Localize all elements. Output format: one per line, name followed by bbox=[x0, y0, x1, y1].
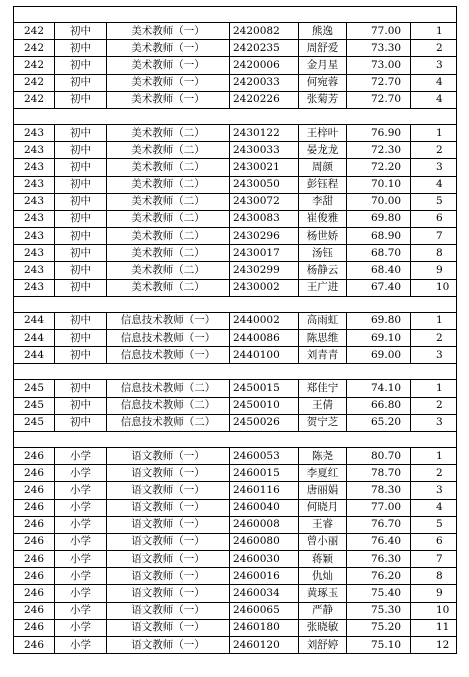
candidate-name-cell: 仇灿 bbox=[299, 568, 347, 585]
position-code-cell: 246 bbox=[14, 533, 55, 550]
table-row bbox=[14, 312, 457, 329]
position-code-cell: 246 bbox=[14, 465, 55, 482]
school-level-cell: 初中 bbox=[55, 414, 107, 431]
exam-number-cell: 2420006 bbox=[230, 57, 299, 74]
position-code-cell: 246 bbox=[14, 619, 55, 636]
school-level-cell: 小学 bbox=[55, 533, 107, 550]
score-cell: 76.90 bbox=[347, 124, 411, 141]
table-row bbox=[14, 74, 457, 91]
exam-number-cell: 2460120 bbox=[230, 637, 299, 654]
table-row bbox=[14, 193, 457, 210]
candidate-name-cell: 刘舒婷 bbox=[299, 637, 347, 654]
exam-number-cell: 2430122 bbox=[230, 124, 299, 141]
score-cell: 73.00 bbox=[347, 57, 411, 74]
score-cell: 66.80 bbox=[347, 397, 411, 414]
score-cell: 75.10 bbox=[347, 637, 411, 654]
candidate-name-cell: 杨世娇 bbox=[299, 228, 347, 245]
score-cell: 75.40 bbox=[347, 585, 411, 602]
position-code-cell: 246 bbox=[14, 602, 55, 619]
candidate-name-cell: 严静 bbox=[299, 602, 347, 619]
exam-number-cell: 2450010 bbox=[230, 397, 299, 414]
job-title-cell: 信息技术教师（二） bbox=[107, 397, 230, 414]
group-separator-cell bbox=[14, 431, 457, 447]
table-row bbox=[14, 262, 457, 279]
rank-cell: 2 bbox=[411, 397, 457, 414]
exam-number-cell: 2460030 bbox=[230, 551, 299, 568]
candidate-name-cell: 何晓月 bbox=[299, 499, 347, 516]
position-code-cell: 242 bbox=[14, 57, 55, 74]
candidate-name-cell: 陈思维 bbox=[299, 330, 347, 347]
score-cell: 78.30 bbox=[347, 482, 411, 499]
table-row bbox=[14, 210, 457, 227]
exam-number-cell: 2430050 bbox=[230, 176, 299, 193]
exam-number-cell: 2430033 bbox=[230, 142, 299, 159]
job-title-cell: 语文教师（一） bbox=[107, 551, 230, 568]
rank-cell: 10 bbox=[411, 602, 457, 619]
job-title-cell: 语文教师（一） bbox=[107, 465, 230, 482]
candidate-name-cell: 彭钰程 bbox=[299, 176, 347, 193]
group-separator-cell bbox=[14, 364, 457, 380]
table-row bbox=[14, 23, 457, 40]
group-separator-row bbox=[14, 364, 457, 380]
job-title-cell: 美术教师（二） bbox=[107, 228, 230, 245]
table-row bbox=[14, 91, 457, 108]
score-cell: 70.00 bbox=[347, 193, 411, 210]
table-row bbox=[14, 142, 457, 159]
position-code-cell: 243 bbox=[14, 142, 55, 159]
job-title-cell: 美术教师（二） bbox=[107, 210, 230, 227]
table-row bbox=[14, 447, 457, 464]
exam-number-cell: 2460180 bbox=[230, 619, 299, 636]
group-separator-cell bbox=[14, 7, 457, 23]
candidate-name-cell: 曾小丽 bbox=[299, 533, 347, 550]
score-cell: 65.20 bbox=[347, 414, 411, 431]
position-code-cell: 243 bbox=[14, 262, 55, 279]
rank-cell: 2 bbox=[411, 465, 457, 482]
job-title-cell: 美术教师（一） bbox=[107, 91, 230, 108]
score-cell: 68.90 bbox=[347, 228, 411, 245]
school-level-cell: 初中 bbox=[55, 124, 107, 141]
position-code-cell: 243 bbox=[14, 228, 55, 245]
rank-cell: 1 bbox=[411, 447, 457, 464]
position-code-cell: 243 bbox=[14, 159, 55, 176]
exam-number-cell: 2420235 bbox=[230, 40, 299, 57]
exam-number-cell: 2460053 bbox=[230, 447, 299, 464]
candidate-name-cell: 金月星 bbox=[299, 57, 347, 74]
school-level-cell: 小学 bbox=[55, 447, 107, 464]
table-row bbox=[14, 40, 457, 57]
exam-number-cell: 2430021 bbox=[230, 159, 299, 176]
table-row bbox=[14, 176, 457, 193]
candidate-name-cell: 陈尧 bbox=[299, 447, 347, 464]
group-separator-row bbox=[14, 108, 457, 124]
position-code-cell: 243 bbox=[14, 193, 55, 210]
job-title-cell: 信息技术教师（一） bbox=[107, 312, 230, 329]
candidate-name-cell: 唐丽娟 bbox=[299, 482, 347, 499]
position-code-cell: 243 bbox=[14, 210, 55, 227]
position-code-cell: 244 bbox=[14, 330, 55, 347]
rank-cell: 5 bbox=[411, 193, 457, 210]
score-cell: 77.00 bbox=[347, 499, 411, 516]
exam-number-cell: 2460016 bbox=[230, 568, 299, 585]
rank-cell: 11 bbox=[411, 619, 457, 636]
candidate-name-cell: 王梓叶 bbox=[299, 124, 347, 141]
table-row bbox=[14, 637, 457, 654]
school-level-cell: 小学 bbox=[55, 551, 107, 568]
score-cell: 75.20 bbox=[347, 619, 411, 636]
rank-cell: 2 bbox=[411, 142, 457, 159]
candidate-name-cell: 熊逸 bbox=[299, 23, 347, 40]
position-code-cell: 244 bbox=[14, 312, 55, 329]
exam-number-cell: 2460034 bbox=[230, 585, 299, 602]
position-code-cell: 245 bbox=[14, 397, 55, 414]
school-level-cell: 初中 bbox=[55, 74, 107, 91]
score-cell: 72.20 bbox=[347, 159, 411, 176]
exam-number-cell: 2440002 bbox=[230, 312, 299, 329]
rank-cell: 4 bbox=[411, 91, 457, 108]
job-title-cell: 美术教师（二） bbox=[107, 193, 230, 210]
position-code-cell: 246 bbox=[14, 447, 55, 464]
rank-cell: 4 bbox=[411, 176, 457, 193]
job-title-cell: 语文教师（一） bbox=[107, 499, 230, 516]
rank-cell: 3 bbox=[411, 347, 457, 364]
table-row bbox=[14, 516, 457, 533]
rank-cell: 7 bbox=[411, 551, 457, 568]
exam-number-cell: 2430299 bbox=[230, 262, 299, 279]
school-level-cell: 初中 bbox=[55, 262, 107, 279]
candidate-name-cell: 李甜 bbox=[299, 193, 347, 210]
candidate-name-cell: 王倩 bbox=[299, 397, 347, 414]
candidate-name-cell: 王睿 bbox=[299, 516, 347, 533]
school-level-cell: 小学 bbox=[55, 585, 107, 602]
exam-number-cell: 2430072 bbox=[230, 193, 299, 210]
job-title-cell: 美术教师（二） bbox=[107, 245, 230, 262]
school-level-cell: 初中 bbox=[55, 40, 107, 57]
rank-cell: 12 bbox=[411, 637, 457, 654]
position-code-cell: 245 bbox=[14, 380, 55, 397]
score-cell: 72.30 bbox=[347, 142, 411, 159]
rank-cell: 3 bbox=[411, 414, 457, 431]
candidate-name-cell: 周颜 bbox=[299, 159, 347, 176]
rank-cell: 2 bbox=[411, 40, 457, 57]
position-code-cell: 246 bbox=[14, 585, 55, 602]
school-level-cell: 初中 bbox=[55, 23, 107, 40]
rank-cell: 4 bbox=[411, 74, 457, 91]
table-row bbox=[14, 397, 457, 414]
school-level-cell: 初中 bbox=[55, 330, 107, 347]
score-cell: 76.20 bbox=[347, 568, 411, 585]
candidate-name-cell: 贺宁芝 bbox=[299, 414, 347, 431]
candidate-name-cell: 汤钰 bbox=[299, 245, 347, 262]
table-row bbox=[14, 551, 457, 568]
rank-cell: 8 bbox=[411, 568, 457, 585]
candidate-name-cell: 何宛蓉 bbox=[299, 74, 347, 91]
exam-number-cell: 2460065 bbox=[230, 602, 299, 619]
candidate-name-cell: 张晓敏 bbox=[299, 619, 347, 636]
job-title-cell: 美术教师（一） bbox=[107, 74, 230, 91]
table-row bbox=[14, 347, 457, 364]
school-level-cell: 初中 bbox=[55, 279, 107, 296]
position-code-cell: 243 bbox=[14, 176, 55, 193]
job-title-cell: 信息技术教师（一） bbox=[107, 347, 230, 364]
score-cell: 70.10 bbox=[347, 176, 411, 193]
job-title-cell: 美术教师（二） bbox=[107, 279, 230, 296]
candidate-name-cell: 周舒爱 bbox=[299, 40, 347, 57]
score-cell: 77.00 bbox=[347, 23, 411, 40]
job-title-cell: 语文教师（一） bbox=[107, 447, 230, 464]
exam-number-cell: 2430083 bbox=[230, 210, 299, 227]
exam-number-cell: 2460116 bbox=[230, 482, 299, 499]
job-title-cell: 语文教师（一） bbox=[107, 602, 230, 619]
rank-cell: 7 bbox=[411, 228, 457, 245]
position-code-cell: 246 bbox=[14, 568, 55, 585]
candidate-name-cell: 李夏红 bbox=[299, 465, 347, 482]
table-row bbox=[14, 414, 457, 431]
position-code-cell: 243 bbox=[14, 279, 55, 296]
exam-number-cell: 2420226 bbox=[230, 91, 299, 108]
job-title-cell: 美术教师（一） bbox=[107, 23, 230, 40]
job-title-cell: 美术教师（二） bbox=[107, 262, 230, 279]
school-level-cell: 小学 bbox=[55, 482, 107, 499]
school-level-cell: 初中 bbox=[55, 159, 107, 176]
score-cell: 75.30 bbox=[347, 602, 411, 619]
position-code-cell: 246 bbox=[14, 516, 55, 533]
group-separator-row bbox=[14, 7, 457, 23]
position-code-cell: 244 bbox=[14, 347, 55, 364]
results-table bbox=[13, 6, 457, 654]
job-title-cell: 信息技术教师（一） bbox=[107, 330, 230, 347]
position-code-cell: 243 bbox=[14, 245, 55, 262]
score-cell: 72.70 bbox=[347, 74, 411, 91]
table-row bbox=[14, 124, 457, 141]
candidate-name-cell: 杨静云 bbox=[299, 262, 347, 279]
table-row bbox=[14, 228, 457, 245]
job-title-cell: 美术教师（一） bbox=[107, 40, 230, 57]
school-level-cell: 初中 bbox=[55, 347, 107, 364]
school-level-cell: 初中 bbox=[55, 380, 107, 397]
exam-number-cell: 2460040 bbox=[230, 499, 299, 516]
table-row bbox=[14, 568, 457, 585]
rank-cell: 6 bbox=[411, 533, 457, 550]
score-cell: 69.80 bbox=[347, 312, 411, 329]
exam-number-cell: 2430296 bbox=[230, 228, 299, 245]
exam-number-cell: 2460015 bbox=[230, 465, 299, 482]
rank-cell: 1 bbox=[411, 312, 457, 329]
school-level-cell: 初中 bbox=[55, 57, 107, 74]
rank-cell: 9 bbox=[411, 262, 457, 279]
table-row bbox=[14, 245, 457, 262]
job-title-cell: 语文教师（一） bbox=[107, 516, 230, 533]
score-cell: 69.00 bbox=[347, 347, 411, 364]
rank-cell: 6 bbox=[411, 210, 457, 227]
score-cell: 67.40 bbox=[347, 279, 411, 296]
score-cell: 76.70 bbox=[347, 516, 411, 533]
position-code-cell: 242 bbox=[14, 23, 55, 40]
job-title-cell: 语文教师（一） bbox=[107, 482, 230, 499]
score-cell: 73.30 bbox=[347, 40, 411, 57]
school-level-cell: 初中 bbox=[55, 91, 107, 108]
score-cell: 80.70 bbox=[347, 447, 411, 464]
rank-cell: 8 bbox=[411, 245, 457, 262]
job-title-cell: 语文教师（一） bbox=[107, 568, 230, 585]
score-cell: 74.10 bbox=[347, 380, 411, 397]
exam-number-cell: 2440086 bbox=[230, 330, 299, 347]
exam-number-cell: 2420033 bbox=[230, 74, 299, 91]
candidate-name-cell: 晏龙龙 bbox=[299, 142, 347, 159]
table-row bbox=[14, 585, 457, 602]
table-row bbox=[14, 602, 457, 619]
results-sheet bbox=[13, 6, 456, 654]
rank-cell: 4 bbox=[411, 499, 457, 516]
candidate-name-cell: 王广进 bbox=[299, 279, 347, 296]
rank-cell: 9 bbox=[411, 585, 457, 602]
table-row bbox=[14, 482, 457, 499]
school-level-cell: 初中 bbox=[55, 228, 107, 245]
table-row bbox=[14, 619, 457, 636]
rank-cell: 1 bbox=[411, 23, 457, 40]
candidate-name-cell: 崔俊雅 bbox=[299, 210, 347, 227]
score-cell: 78.70 bbox=[347, 465, 411, 482]
job-title-cell: 美术教师（二） bbox=[107, 124, 230, 141]
school-level-cell: 初中 bbox=[55, 142, 107, 159]
exam-number-cell: 2420082 bbox=[230, 23, 299, 40]
job-title-cell: 语文教师（一） bbox=[107, 533, 230, 550]
table-row bbox=[14, 279, 457, 296]
exam-number-cell: 2430017 bbox=[230, 245, 299, 262]
rank-cell: 5 bbox=[411, 516, 457, 533]
job-title-cell: 美术教师（二） bbox=[107, 159, 230, 176]
rank-cell: 1 bbox=[411, 380, 457, 397]
school-level-cell: 小学 bbox=[55, 516, 107, 533]
score-cell: 69.10 bbox=[347, 330, 411, 347]
rank-cell: 1 bbox=[411, 124, 457, 141]
exam-number-cell: 2450026 bbox=[230, 414, 299, 431]
school-level-cell: 初中 bbox=[55, 397, 107, 414]
table-row bbox=[14, 380, 457, 397]
candidate-name-cell: 黄琢玉 bbox=[299, 585, 347, 602]
group-separator-row bbox=[14, 431, 457, 447]
score-cell: 68.40 bbox=[347, 262, 411, 279]
school-level-cell: 小学 bbox=[55, 637, 107, 654]
score-cell: 68.70 bbox=[347, 245, 411, 262]
job-title-cell: 美术教师（一） bbox=[107, 57, 230, 74]
table-row bbox=[14, 330, 457, 347]
position-code-cell: 242 bbox=[14, 40, 55, 57]
table-row bbox=[14, 499, 457, 516]
school-level-cell: 初中 bbox=[55, 193, 107, 210]
position-code-cell: 242 bbox=[14, 91, 55, 108]
exam-number-cell: 2440100 bbox=[230, 347, 299, 364]
job-title-cell: 美术教师（二） bbox=[107, 176, 230, 193]
table-row bbox=[14, 57, 457, 74]
table-row bbox=[14, 465, 457, 482]
table-row bbox=[14, 159, 457, 176]
position-code-cell: 246 bbox=[14, 499, 55, 516]
job-title-cell: 语文教师（一） bbox=[107, 619, 230, 636]
school-level-cell: 小学 bbox=[55, 499, 107, 516]
candidate-name-cell: 刘青青 bbox=[299, 347, 347, 364]
position-code-cell: 246 bbox=[14, 482, 55, 499]
rank-cell: 2 bbox=[411, 330, 457, 347]
score-cell: 72.70 bbox=[347, 91, 411, 108]
position-code-cell: 246 bbox=[14, 637, 55, 654]
school-level-cell: 初中 bbox=[55, 312, 107, 329]
score-cell: 76.40 bbox=[347, 533, 411, 550]
score-cell: 69.80 bbox=[347, 210, 411, 227]
position-code-cell: 243 bbox=[14, 124, 55, 141]
group-separator-row bbox=[14, 296, 457, 312]
job-title-cell: 语文教师（一） bbox=[107, 637, 230, 654]
rank-cell: 3 bbox=[411, 482, 457, 499]
job-title-cell: 信息技术教师（二） bbox=[107, 380, 230, 397]
score-cell: 76.30 bbox=[347, 551, 411, 568]
rank-cell: 3 bbox=[411, 159, 457, 176]
school-level-cell: 小学 bbox=[55, 619, 107, 636]
candidate-name-cell: 郑佳宁 bbox=[299, 380, 347, 397]
school-level-cell: 小学 bbox=[55, 465, 107, 482]
job-title-cell: 语文教师（一） bbox=[107, 585, 230, 602]
position-code-cell: 245 bbox=[14, 414, 55, 431]
exam-number-cell: 2460080 bbox=[230, 533, 299, 550]
position-code-cell: 242 bbox=[14, 74, 55, 91]
candidate-name-cell: 高雨虹 bbox=[299, 312, 347, 329]
school-level-cell: 初中 bbox=[55, 210, 107, 227]
exam-number-cell: 2450015 bbox=[230, 380, 299, 397]
rank-cell: 10 bbox=[411, 279, 457, 296]
job-title-cell: 美术教师（二） bbox=[107, 142, 230, 159]
exam-number-cell: 2430002 bbox=[230, 279, 299, 296]
candidate-name-cell: 蒋颖 bbox=[299, 551, 347, 568]
school-level-cell: 初中 bbox=[55, 176, 107, 193]
school-level-cell: 初中 bbox=[55, 245, 107, 262]
school-level-cell: 小学 bbox=[55, 602, 107, 619]
group-separator-cell bbox=[14, 296, 457, 312]
candidate-name-cell: 张菊芳 bbox=[299, 91, 347, 108]
exam-number-cell: 2460008 bbox=[230, 516, 299, 533]
position-code-cell: 246 bbox=[14, 551, 55, 568]
school-level-cell: 小学 bbox=[55, 568, 107, 585]
results-table-body bbox=[14, 7, 457, 654]
rank-cell: 3 bbox=[411, 57, 457, 74]
table-row bbox=[14, 533, 457, 550]
group-separator-cell bbox=[14, 108, 457, 124]
job-title-cell: 信息技术教师（二） bbox=[107, 414, 230, 431]
